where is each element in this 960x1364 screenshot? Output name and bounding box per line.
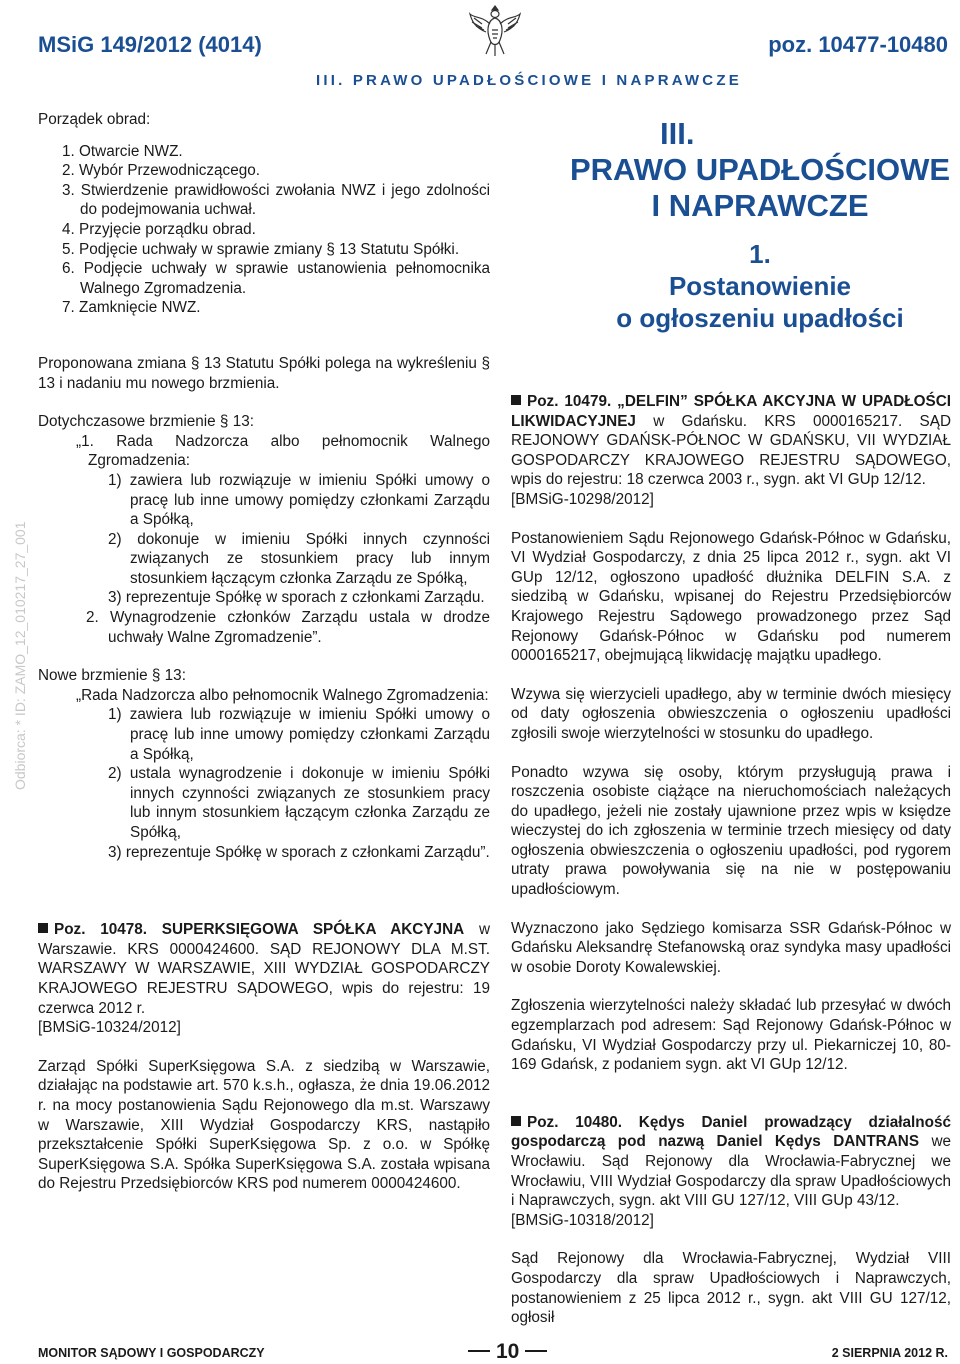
footer-page-number xyxy=(462,1340,553,1364)
new-item-3: 3) reprezentuje Spółkę w sporach z członkami Zarządu”. xyxy=(108,843,490,861)
notice-10480-ref: [BMSiG-10318/2012] xyxy=(511,1211,654,1229)
footer-date: 2 SIERPNIA 2012 R. xyxy=(831,1346,948,1360)
notice-10479-title: Poz. 10479. „DELFIN” SPÓŁKA AKCYJNA W UPADŁOŚCI LIKWIDACYJNEJ xyxy=(511,393,951,430)
list-item: 3. Stwierdzenie prawidłowości zwołania NWZ i jego zdolności do podejmowania uchwał. xyxy=(62,181,490,219)
notice-10480 xyxy=(511,1113,951,1211)
right-column xyxy=(511,392,951,1347)
old-wording-heading: Dotychczasowe brzmienie § 13: xyxy=(38,413,254,431)
notice-10478-details: w Warszawie. KRS 0000424600. SĄD REJONOWY DLA M.ST. WARSZAWY W WARSZAWIE, XIII WYDZIAŁ GOSPODARCZY KRAJOWEGO REJESTRU SĄDOWEGO, wpis do rejestru: 19 czerwca 2012 r. xyxy=(38,921,490,1017)
notice-10478-body: Zarząd Spółki SuperKsięgowa S.A. z siedzibą w Warszawie, działając na podstawie art. 570 k.s.h., ogłasza, że dnia 19.06.2012 r. na mocy postanowienia Sądu Rejonowego dla m.st. Warszawy w Warszawie, XIII Wydział Gospodarczy KRS, nastąpiło przekształcenie Spółki SuperKsięgowa Sp. z o.o. w Spółkę SuperKsięgowa S.A. Spółka SuperKsięgowa S.A. została wpisana do Rejestru Przedsiębiorców KRS pod numerem 0000424600. xyxy=(38,1057,490,1193)
agenda-list xyxy=(38,142,490,318)
page-number: 10 xyxy=(496,1340,520,1363)
list-item: 5. Podjęcie uchwały w sprawie zmiany § 13 Statutu Spółki. xyxy=(62,240,460,258)
new-item-1: 1) zawiera lub rozwiązuje w imieniu Spółki umowy o pracę lub inne umowy pomiędzy członkami Zarządu a Spółką, xyxy=(108,706,490,763)
old-item-3: 3) reprezentuje Spółkę w sporach z członkami Zarządu. xyxy=(108,589,485,607)
bullet-square-icon xyxy=(38,923,48,933)
section-title-line1: PRAWO UPADŁOŚCIOWE xyxy=(569,152,951,187)
list-item: 7. Zamknięcie NWZ. xyxy=(62,299,201,317)
agenda-heading: Porządek obrad: xyxy=(38,111,151,128)
footer-publication: MONITOR SĄDOWY I GOSPODARCZY xyxy=(38,1346,265,1360)
notice-10479-paragraph-5: Zgłoszenia wierzytelności należy składać lub przesyłać w dwóch egzemplarzach pod adresem: Sąd Rejonowy Gdańsk-Północ w Gdańsku, VI Wydział Gospodarczy przy ul. Piekarniczej 10, 80-169 Gdańsk, z podaniem sygn. akt VI GUp 12/12. xyxy=(511,997,951,1074)
section-band: III. PRAWO UPADŁOŚCIOWE I NAPRAWCZE xyxy=(316,72,742,89)
notice-10480-paragraph: Sąd Rejonowy dla Wrocławia-Fabrycznej, Wydział VIII Gospodarczy dla spraw Upadłościowych i Naprawczych, postanowieniem z 25 lipca 2012 r., sygn. akt VIII GU 127/12, ogłosił xyxy=(511,1250,951,1327)
subsection-title-line1: Postanowienie xyxy=(668,271,852,301)
list-item: 2. Wybór Przewodniczącego. xyxy=(62,162,260,180)
new-wording-heading: Nowe brzmienie § 13: xyxy=(38,667,186,685)
new-clause: „Rada Nadzorcza albo pełnomocnik Walnego Zgromadzenia: xyxy=(76,686,489,704)
section-title-line2: I NAPRAWCZE xyxy=(651,188,869,223)
notice-10479-details: w Gdańsku. KRS 0000165217. SĄD REJONOWY GDAŃSK-PÓŁNOC W GDAŃSKU, VII WYDZIAŁ GOSPODARCZY KRAJOWEGO REJESTRU SĄDOWEGO, wpis do rejestru: 18 czerwca 2003 r., sygn. akt VI GUp 12/12. xyxy=(511,412,951,489)
notice-10479-paragraph-2: Wzywa się wierzycieli upadłego, aby w terminie dwóch miesięcy od daty ogłoszenia obwieszczenia o ogłoszeniu upadłości zgłosili swoje wierzytelności w stosunku do upadłego. xyxy=(511,685,951,742)
notice-10480-details: we Wrocławiu. Sąd Rejonowy dla Wrocławia-Fabrycznej we Wrocławiu, VIII Wydział Gospodarczy dla spraw Upadłościowych i Naprawczych, sygn. akt VIII GU 127/12, VIII GUp 43/12. xyxy=(511,1133,952,1210)
dash-decoration xyxy=(525,1350,547,1352)
notice-10478 xyxy=(38,920,490,1018)
positions-range: poz. 10477-10480 xyxy=(768,32,948,57)
old-wording xyxy=(38,432,490,648)
old-clause-2: 2. Wynagrodzenie członków Zarządu ustala w drodze uchwały Walne Zgromadzenie”. xyxy=(86,609,490,646)
list-item: 1. Otwarcie NWZ. xyxy=(62,142,183,160)
notice-10478-ref: [BMSiG-10324/2012] xyxy=(38,1019,181,1037)
old-item-2: 2) dokonuje w imieniu Spółki innych czynności związanych ze stosunkiem pracy lub innym stosunkiem łączącym członka Zarządu ze Spółką, xyxy=(108,530,490,587)
list-item: 4. Przyjęcie porządku obrad. xyxy=(62,220,256,238)
recipient-watermark: Odbiorca: * ID: ZAMO_12_010217_27_001 xyxy=(12,521,28,790)
bullet-square-icon xyxy=(511,1116,521,1126)
dash-decoration xyxy=(468,1350,490,1352)
notice-10480-title: Poz. 10480. Kędys Daniel prowadzący działalność gospodarczą pod nazwą Daniel Kędys DANTRANS xyxy=(511,1113,951,1151)
new-wording xyxy=(38,686,490,862)
section-roman-number: III. xyxy=(660,116,695,151)
proposal-paragraph: Proponowana zmiana § 13 Statutu Spółki polega na wykreśleniu § 13 i nadaniu mu nowego brzmienia. xyxy=(38,354,490,392)
notice-10478-title: Poz. 10478. SUPERKSIĘGOWA SPÓŁKA AKCYJNA xyxy=(54,921,465,939)
notice-10479-ref: [BMSiG-10298/2012] xyxy=(511,490,654,508)
list-item: 6. Podjęcie uchwały w sprawie ustanowienia pełnomocnika Walnego Zgromadzenia. xyxy=(62,260,490,297)
polish-eagle-emblem-icon xyxy=(468,0,522,60)
subsection-title-line2: o ogłoszeniu upadłości xyxy=(616,303,904,333)
notice-10479-paragraph-4: Wyznaczono jako Sędziego komisarza SSR Gdańsk-Północ w Gdańsku Aleksandrę Stefanowską oraz syndyka masy upadłości w osobie Doroty Kowalewskiej. xyxy=(511,919,951,976)
bullet-square-icon xyxy=(511,395,521,405)
notice-10479-paragraph-1: Postanowieniem Sądu Rejonowego Gdańsk-Północ w Gdańsku, VI Wydział Gospodarczy, z dnia 25 lipca 2012 r., sygn. akt VI GUp 12/12, ogłoszono upadłość dłużnika DELFIN S.A. z siedzibą w Gdańsku, wpisanej do Rejestru Przedsiębiorców Krajowego Rejestru Sądowego prowadzonego przez Sąd Rejonowy Gdańsk-Północ w Gdańsku pod numerem 0000165217, obejmującą likwidację majątku upadłego. xyxy=(511,529,951,665)
notice-10479 xyxy=(511,392,951,490)
subsection-number: 1. xyxy=(749,239,771,269)
new-item-2: 2) ustala wynagrodzenie i dokonuje w imieniu Spółki innych czynności związanych ze stosunkiem pracy lub innym stosunkiem łączącym członka Zarządu ze Spółką, xyxy=(108,765,490,841)
notice-10479-paragraph-3: Ponadto wzywa się osoby, którym przysługują prawa i roszczenia osobiste ciążące na nieruchomościach należących do upadłego, jeżeli nie zostały ujawnione przez wpis w księdze wieczystej do ich zgłoszenia w terminie trzech miesięcy od daty ogłoszenia obwieszczenia o ogłoszeniu upadłości, pod rygorem utraty prawa powoływania się na nie w postępowaniu upadłościowym. xyxy=(511,763,951,899)
left-column xyxy=(38,110,490,1213)
journal-issue: MSiG 149/2012 (4014) xyxy=(38,32,262,57)
old-item-1: 1) zawiera lub rozwiązuje w imieniu Spółki umowy o pracę lub inne umowy pomiędzy członkami Zarządu a Spółką, xyxy=(108,471,490,529)
old-clause-1: „1. Rada Nadzorcza albo pełnomocnik Walnego Zgromadzenia: xyxy=(76,432,490,470)
section-title-block xyxy=(560,116,960,334)
